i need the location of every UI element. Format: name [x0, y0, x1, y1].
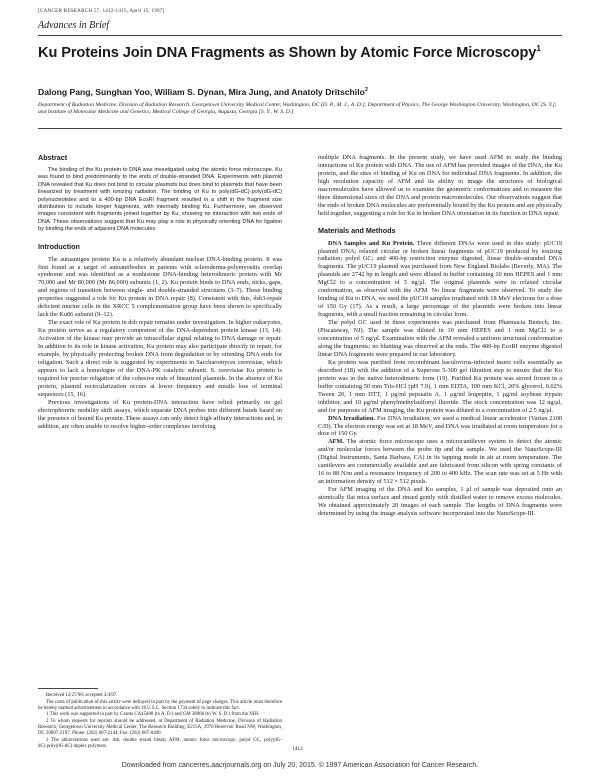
- header-rule: [38, 35, 562, 36]
- abstract-heading: Abstract: [38, 153, 68, 162]
- footnote: 1 This work was supported in part by Grants CA45408 (to A. D.) and GM 38966 (to W. S. D.) from the NIH.: [46, 712, 260, 718]
- abstract-body: [38, 167, 282, 234]
- right-column: [318, 154, 562, 518]
- introduction-heading: Introduction: [38, 241, 80, 251]
- author-footnote-mark: 2: [364, 87, 368, 94]
- methods-paragraph: [318, 240, 562, 320]
- subsection-label: DNA Samples and Ku Protein.: [328, 239, 415, 247]
- title-footnote-mark: 1: [536, 44, 541, 53]
- author-list: [38, 87, 368, 97]
- methods-paragraph: [318, 438, 562, 486]
- methods-paragraph: [318, 486, 562, 518]
- title-text: Ku Proteins Join DNA Fragments as Shown by Atomic Force Microscopy: [38, 44, 537, 61]
- methods-text: The polyd GC used in these experiments was purchased from Pharmacia Biotech, Inc. (Piscataway, NJ). The sample was diluted in 10 mm HEPES and 1 mm MgCl2 to a concentration of 5 ng/μl. Examination with the AFM revealed a uniform structural conformation along the fragments; no blunting was observed at the ends. The 400-bp EcoRI enzyme digested linear DNA fragments were prepared in our laboratory.: [318, 319, 562, 358]
- methods-text: For DNA irradiation, we used a medical linear accelerator (Varian 2100 C/D). The electron energy was set at 18 MeV, and DNA was irradiated at room temperature for a dose of 150 Gy.: [318, 414, 562, 438]
- abstract-text: The binding of the Ku protein to DNA was investigated using the atomic force microscope. Ku was found to bind predominantly to the ends of double-stranded DNA. Experiments with plasmid DNA revealed that Ku does not bind to circular plasmids but does bind to plasmids that have been linearized by treatment with ionizing radiation. The binding of Ku to poly(dG-dC)·poly(dG-dC) polynucleotides and to a 400-bp DNA EcoRI fragment resulted in a shift in the fragment size distribution to include longer fragments, with internally binding Ku. Furthermore, we observed images consistent with fragments joined together by Ku, showing no interaction with two ends of DNA. These observations suggest that Ku may play a role in physically orienting DNA for ligation by binding the ends of adjacent DNA molecules.: [38, 166, 282, 233]
- methods-text: Three different DNAs were used in this study: pUC19 plasmid DNA; relaxed circular or broken linear fragments of pUC19 produced by ionizing radiation; polyd GC; and 400-bp restriction enzyme digested, linear double-stranded DNA fragments. The pUC19 plasmid was purchased from New England Biolabs (Beverly, MA). The plasmids are 2742 bp in length and were diluted in buffer containing 10 mm HEPES and 1 mm MgCl2 to a concentration of 5 ng/μl. The original plasmids were in relaxed circular conformation, as observed with the AFM. No linear fragments were observed. To study the binding of Ku to DNA, we used the pUC19 samples irradiated with 18 MeV electrons for a dose of 150 Gy (17). As a result, a large percentage of the plasmids were broken into linear fragments, with a small fraction remaining in circular form.: [318, 239, 562, 319]
- methods-text: For AFM imaging of the DNA and Ku samples, 1 μl of sample was deposited onto an atomically flat mica surface and rinsed gently with distilled water to remove excess molecules. We obtained approximately 20 images of each sample. The lengths of DNA fragments were determined by using the image analysis software incorporated into the NanoScope-III.: [318, 486, 562, 517]
- methods-heading: Materials and Methods: [318, 225, 396, 235]
- authors-text: Dalong Pang, Sunghan Yoo, William S. Dynan, Mira Jung, and Anatoly Dritschilo: [38, 87, 365, 97]
- footnote: 2 To whom requests for reprints should be addressed, at Department of Radiation Medicine, Division of Radiation Research, Georgetown University Medical Center, The Research Building, E215A, 3970 Reservoir Road NW, Washington, DC 20007-2197. Phone: (202) 687-2144; Fax: (202) 687-0400.: [38, 718, 282, 737]
- footnote-rule: [38, 688, 98, 689]
- affiliation-rule: [38, 128, 562, 129]
- journal-header: [CANCER RESEARCH 57, 1412-1415, April 15, 1997]: [38, 8, 165, 14]
- subsection-label: AFM.: [328, 438, 344, 446]
- footnote: The costs of publication of this article were defrayed in part by the payment of page charges. This article must therefore be hereby marked advertisement in accordance with 18 U.S.C. Section 1734 solely to indicate this fact.: [38, 699, 282, 711]
- intro-paragraph: The exact role of Ku protein in dsb repair remains under investigation. In higher eukaryotes, Ku protein serves as a regulatory component of the DNA-dependent protein kinase (13, 14). Activation of the kinase may provide an intracellular signal relating to DNA damage or repair. In addition to its role in kinase activation, Ku protein may also participate directly in repair, for example, by physically protecting broken DNA from degradation or by orienting DNA ends for religation. Such a direct role is suggested by experiments in Saccharomyces cerevisiae, which appears to lack a homologue of the DNA-PK catalytic subunit. S. cerevisiae Ku protein is required for precise religation of the cohesive ends of linearized plasmids. In the absence of Ku protein, plasmid recircularization occurs at lower frequency and entails loss of terminal sequences (15, 16).: [38, 319, 282, 398]
- methods-paragraph: [318, 319, 562, 359]
- intro-paragraph: Previous investigations of Ku protein-DNA interaction have relied primarily on gel electrophoretic mobility shift assays, which separate DNA probes into different bands based on the presence of bound Ku protein. These assays can only detect high-affinity interactions and, in addition, are often unable to resolve higher-order complexes involving: [38, 398, 282, 430]
- intro-continuation: multiple DNA fragments. In the present study, we have used AFM to study the binding interactions of Ku protein with DNA. The use of AFM has provided images of the DNA, the Ku protein, and the sites of binding of Ku on DNA for individual DNA fragments. In addition, the high resolution capacity of AFM and its ability to image the structures of biological macromolecules have allowed us to examine the geometric conformations and to measure the three dimensional sizes of the DNA and protein macromolecules. Our observations suggest that the ends of broken DNA molecules are preferentially bound by the Ku protein and are physically held together, suggesting a role for Ku in broken DNA orientation in its function in DNA repair.: [318, 154, 562, 217]
- footnote: 3 The abbreviations used are: dsb, double strand break; AFM, atomic force microscopy; polyd GC, poly(dG-dC)·poly(dG-dC) duplex polymers.: [38, 737, 282, 749]
- left-column: [38, 154, 282, 431]
- intro-paragraph: The autoantigen protein Ku is a relatively abundant nuclear DNA-binding protein. It was first found as a target of autoantibodies in patients with scleroderma-polymyositis overlap syndrome and was identified as a nonhistone DNA-binding heterodimeric protein with Mr 70,000 and Mr 80,000 (Mr 86,000) subunits (1, 2). Ku protein binds to DNA ends, nicks, gaps, and regions of transition between single- and double-stranded structures (3–7). These binding properties suggested a role for Ku protein in DNA repair (8). Consistent with this, dsb3-repair deficient murine cells in the XRCC 5 complementation group have been shown to specifically lack the Ku86 subunit (9–12).: [38, 255, 282, 319]
- affiliations: Department of Radiation Medicine, Division of Radiation Research, Georgetown University Medical Center, Washington, DC [D. P., M. J., A. D.]; Department of Physics, The George Washington University, Washington, DC [S. Y.]; and Institute of Molecular Medicine and Genetics, Medical College of Georgia, Augusta, Georgia [S. Y., W. S. D.]: [38, 102, 557, 115]
- footnotes: [38, 688, 282, 750]
- page-number: 1412: [292, 746, 303, 752]
- download-footer: Downloaded from cancerres.aacrjournals.org on July 20, 2015. © 1997 American Association for Cancer Research.: [121, 762, 479, 769]
- article-title: [38, 44, 562, 61]
- section-tag: Advances in Brief: [38, 20, 110, 31]
- methods-paragraph: [318, 359, 562, 415]
- subsection-label: DNA Irradiation.: [328, 414, 375, 422]
- methods-paragraph: [318, 415, 562, 439]
- methods-text: The atomic force microscope uses a microcantilever system to detect the atomic and/or molecular forces between the probe tip and the sample. We used the NanoScope-III (Digital Instruments, Santa Barbara, CA) in its tapping mode in air at room temperature. The cantilevers are commercially available and are fabricated from silicon with spring constants of 16 to 88 N/m and a resonance frequency of 200 to 400 kHz. The scan rate was set at 5 Hz with an information density of 512 × 512 pixels.: [318, 438, 562, 486]
- footnote: Received 12/27/96; accepted 3/4/97.: [46, 693, 118, 698]
- methods-text: Ku protein was purified from recombinant baculovirus-infected insect cells essentially as described (18) with the addition of a Superose 5-300 gel filtration step to ensure that the Ku protein was in the native heterodimeric form (19). Purified Ku protein was stored frozen in a buffer containing 50 mm Tris-HCl (pH 7.9), 1 mm EDTA, 100 mm KCl, 20% glycerol, 0.02% Tween 20, 1 mm DTT, 1 μg/ml pepstatin A, 1 μg/ml leupeptin, 1 μg/ml soybean trypsin inhibitor, and 10 μg/ml phenylmethylsulfonyl fluoride. The stock concentration was 12 ng/μl, and for purposes of AFM imaging, the Ku protein was diluted to a concentration of 2.5 ng/μl.: [318, 358, 562, 414]
